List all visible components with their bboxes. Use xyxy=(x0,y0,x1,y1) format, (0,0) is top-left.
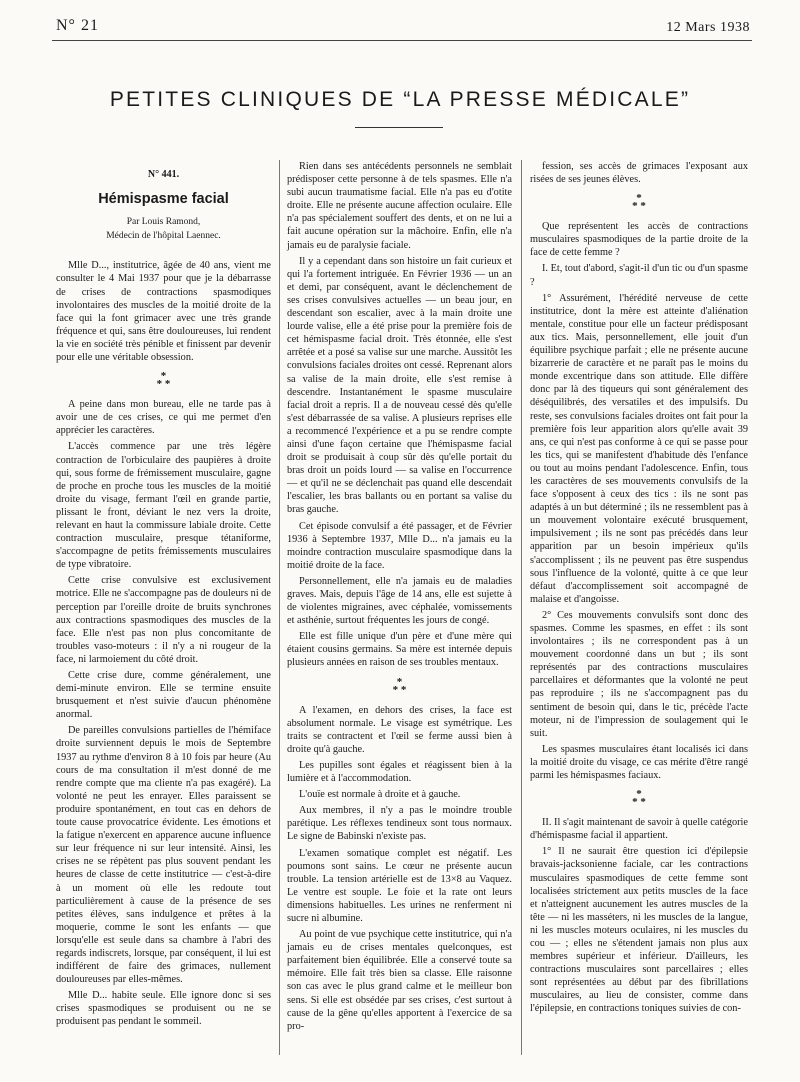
column-3 xyxy=(530,160,748,1019)
paragraph: fession, ses accès de grimaces l'exposant aux risées de ses jeunes élèves. xyxy=(530,161,748,186)
paragraph: A peine dans mon bureau, elle ne tarde pas à avoir une de ces crises, ce qui me permet d'en apprécier les caractères. xyxy=(56,399,271,437)
paragraph: Il y a cependant dans son histoire un fait curieux et qui l'a fortement intriguée. En Février 1936 — un an et demi, par conséquent, avant le déclenchement de ses crises convulsives actuelles — un beau jour, en descendant son escalier, avec à la main droite une lourde valise, elle a été prise pour la première fois de cet hémispasme facial droit. Très étonnée, elle s'est arrêtée et a posé sa valise sur une marche. Aussitôt les convulsions faciales droites ont cessé. Reprenant alors sa valise de la main droite, elle s'est remise à descendre. Instantanément le spasme musculaire facial droit a repris. Il a de nouveau cessé dès qu'elle s'est débarrassée de sa valise. A plusieurs reprises elle a recommencé l'expérience et a pu se rendre compte ainsi d'une façon certaine que l'hémispasme facial droit se produisait à coup sûr dès qu'elle portait du bras droit un poids lourd — sa valise en l'occurrence — et qu'il ne se déclenchait pas quand elle descendait l'escalier, les bras ballants ou en portant sa valise du bras gauche. xyxy=(287,255,512,516)
section-separator: * * * xyxy=(392,675,407,696)
paragraph: Que représentent les accès de contractions musculaires spasmodiques de la partie droite de la face de cette femme ? xyxy=(530,221,748,259)
section-separator: * * * xyxy=(156,370,171,391)
paragraph: L'examen somatique complet est négatif. Les poumons sont sains. Le cœur ne présente aucun trouble. La tension artérielle est de 13×8 au Vaquez. Le ventre est souple. Le foie et la rate ont leurs dimensions habituelles. Les urines ne renferment ni sucre ni albumine. xyxy=(287,847,512,924)
paragraph: Cette crise convulsive est exclusivement motrice. Elle ne s'accompagne pas de douleurs ni de perception par l'oreille droite de bruits synchrones aux contractions spasmodiques des muscles de la face. Elle n'est pas non plus concomitante de troubles vaso-moteurs : il n'y a ni rougeur de la face, ni larmoiement du côté droit. xyxy=(56,575,271,665)
paragraph: Au point de vue psychique cette institutrice, qui n'a jamais eu de crises mentales quelconques, est parfaitement bien équilibrée. Elle a conservé toute sa mémoire. Elle fait très bien sa classe. Elle raisonne son cas avec le plus grand calme et le meilleur bon sens. Si elle est obsédée par ses crises, c'est surtout à cause de la gêne qu'elles apportent à l'exercice de sa pro- xyxy=(287,929,512,1032)
paragraph: Les spasmes musculaires étant localisés ici dans la moitié droite du visage, ce cas mérite d'être rangé parmi les hémispasmes faciaux. xyxy=(530,743,748,782)
paragraph: II. Il s'agit maintenant de savoir à quelle catégorie d'hémispasme facial il appartient. xyxy=(530,817,748,842)
paragraph: Elle est fille unique d'un père et d'une mère qui étaient cousins germains. Sa mère est internée depuis plusieurs années en raison de ses troubles mentaux. xyxy=(287,631,512,669)
paragraph: Rien dans ses antécédents personnels ne semblait prédisposer cette personne à de tels spasmes. Elle n'a subi aucun traumatisme facial. Elle n'a pas eu d'otite droite. Elle ne présente aucune affection oculaire. Elle n'a pas spécialement souffert des dents, et on ne lui a fait aucune opération sur la mâchoire. Enfin, elle n'a jamais eu de paralysie faciale. xyxy=(287,161,512,251)
column-2 xyxy=(287,160,512,1036)
paragraph: A l'examen, en dehors des crises, la face est absolument normale. Le visage est symétrique. Les traits se contractent et l'œil se ferme aussi bien à droite qu'à gauche. xyxy=(287,704,512,755)
paragraph: Les pupilles sont égales et réagissent bien à la lumière et à l'accommodation. xyxy=(287,759,512,785)
paragraph: L'accès commence par une très légère contraction de l'orbiculaire des paupières à droite qui, sous forme de frémissement musculaire, gagne de proche en proche tous les muscles de la moitié droite du visage, fermant l'œil en grande partie, plissant le front, déviant le nez vers la droite, relevant en haut la commissure labiale droite. Cette contraction musculaire, presque tétaniforme, s'accompagne de petits frémissements musculaires de type vibratoire. xyxy=(56,441,271,571)
paragraph: Cette crise dure, comme généralement, une demi-minute environ. Elle se termine ensuite brusquement et n'est suivie d'aucun phénomène anormal. xyxy=(56,670,271,721)
article-author: Par Louis Ramond, xyxy=(126,217,201,228)
section-title: PETITES CLINIQUES DE “LA PRESSE MÉDICALE” xyxy=(109,88,691,111)
paragraph: Mlle D... habite seule. Elle ignore donc si ses crises spasmodiques se produisent ou ne se produisent pas pendant le sommeil. xyxy=(56,990,271,1028)
paragraph: 1° Assurément, l'hérédité nerveuse de cette institutrice, dont la mère est atteinte d'aliénation mentale, constitue pour elle un facteur prédisposant aux tics. Mais, personnellement, elle jouit d'un équilibre psychique parfait ; elle ne présente aucune bizarrerie de caractère et ne paraît pas le moins du monde excentrique dans son attitude. Elle diffère donc par là des tiqueurs qui sont généralement des déséquilibrés, des versatiles et des impulsifs. Du reste, ses convulsions faciales droites ont fait pour la première fois leur apparition alors qu'elle avait 39 ans, ce qui n'est pas conforme à ce qui se passe pour les tics, qui se manifestent d'habitude dès l'enfance ou tout au moins pendant l'adolescence. Enfin, tous les caractères de ses mouvements convulsifs de la face s'opposent à ceux des tics : ils ne sont pas adaptés à un but déterminé ; ils ne ressemblent pas à un mouvement volontaire exécuté brusquement, impulsivement ; ils ne sont pas précédés dans leur apparition par un besoin impérieux qu'ils s'accomplissent ; ils ne peuvent pas être suspendus sous l'influence de la volonté, quitte à ce que leur défaut d'accomplissement soit accompagné de malaise et d'angoisse. xyxy=(530,292,748,605)
paragraph: 1° Il ne saurait être question ici d'épilepsie bravais-jacksonienne faciale, car les contractions musculaires spasmodiques de cette femme sont localisées strictement aux petits muscles de la face et n'atteignent aucunement les autres muscles de la tête — ni les masséters, ni les muscles de la langue, ni les muscles moteurs oculaires, ni les muscles du cou — ; elles ne s'étendent jamais non plus aux membres supérieur et inférieur. D'ailleurs, les contractions musculaires sont parcellaires ; elles sont représentées au début par des fibrillations musculaires, au lieu de consister, comme dans l'épilepsie, en contractions toniques suivies de con- xyxy=(530,846,748,1015)
paragraph: L'ouïe est normale à droite et à gauche. xyxy=(299,789,461,801)
article-number: N° 441. xyxy=(147,169,180,180)
issue-number: N° 21 xyxy=(56,17,99,34)
author-affiliation: Médecin de l'hôpital Laennec. xyxy=(106,231,221,242)
section-separator: * * * xyxy=(632,788,646,809)
column-divider xyxy=(279,160,280,1055)
column-1-body xyxy=(56,259,271,1028)
header-rule xyxy=(52,40,752,41)
article-title: Hémispasme facial xyxy=(98,191,229,208)
paragraph: Mlle D..., institutrice, âgée de 40 ans, vient me consulter le 4 Mai 1937 pour que je la débarrasse de crises de contractions spasmodiques involontaires des muscles de la moitié droite de la face qui la font grimacer avec une très grande fréquence et qui, sans être douloureuses, lui rendent la vie en société très pénible et finissent par devenir pour elle une véritable obsession. xyxy=(56,260,271,364)
title-rule xyxy=(355,127,443,128)
column-2-body xyxy=(287,160,512,1033)
paragraph: Cet épisode convulsif a été passager, et de Février 1936 à Septembre 1937, Mlle D... n'a jamais eu la moindre contraction musculaire spasmodique dans la moitié droite de la face. xyxy=(287,520,512,571)
paragraph: I. Et, tout d'abord, s'agit-il d'un tic ou d'un spasme ? xyxy=(530,263,748,288)
paragraph: Personnellement, elle n'a jamais eu de maladies graves. Mais, depuis l'âge de 14 ans, elle est sujette à de violentes migraines, avec céphalée, vomissements et asthénie, surtout fréquentes les jours de congé. xyxy=(287,575,512,627)
paragraph: 2° Ces mouvements convulsifs sont donc des spasmes. Comme les spasmes, en effet : ils sont involontaires ; ils ne correspondent pas à un mouvement coordonné dans un but ; ils sont représentés par des contractions musculaires parcellaires et déformantes que la volonté ne peut pas reproduire ; ils ne s'accompagnent pas du sentiment de besoin qui, dans le tic, précède l'acte moteur, ni de l'impression de soulagement qui le suit. xyxy=(530,609,748,739)
paragraph: Aux membres, il n'y a pas le moindre trouble parétique. Les réflexes tendineux sont tous normaux. Le signe de Babinski n'existe pas. xyxy=(287,805,512,843)
paragraph: De pareilles convulsions partielles de l'hémiface droite surviennent depuis le mois de Septembre 1937 au rythme d'environ 8 à 10 fois par heure (Au cours de ma consultation il m'est donné de me rendre compte que ma cliente n'a pas exagéré). La volonté ne peut les enrayer. Elles paraissent se produire spontanément, en tout cas en dehors de toute cause provocatrice évidente. Les émotions et la fatigue n'exercent en apparence aucune influence sur leur fréquence ni sur leur intensité. Ainsi, les crises ne se répètent pas plus souvent pendant les heures de classe de cette institutrice — c'est-à-dire à un moment où elle les redoute tout particulièrement à cause de la présence de ses petites élèves, sans indulgence et prêtes à la moquerie, comme le sont les enfants — que lorsqu'elle est seule dans sa chambre à l'abri des regards indiscrets, lorsque, par conséquent, il lui est indifférent de faire des grimaces, nullement douloureuses par elles-mêmes. xyxy=(56,725,271,986)
column-3-body xyxy=(530,160,748,1016)
issue-date: 12 Mars 1938 xyxy=(666,20,750,35)
section-separator: * * * xyxy=(632,192,646,213)
column-1 xyxy=(56,160,271,1032)
column-divider xyxy=(521,160,522,1055)
